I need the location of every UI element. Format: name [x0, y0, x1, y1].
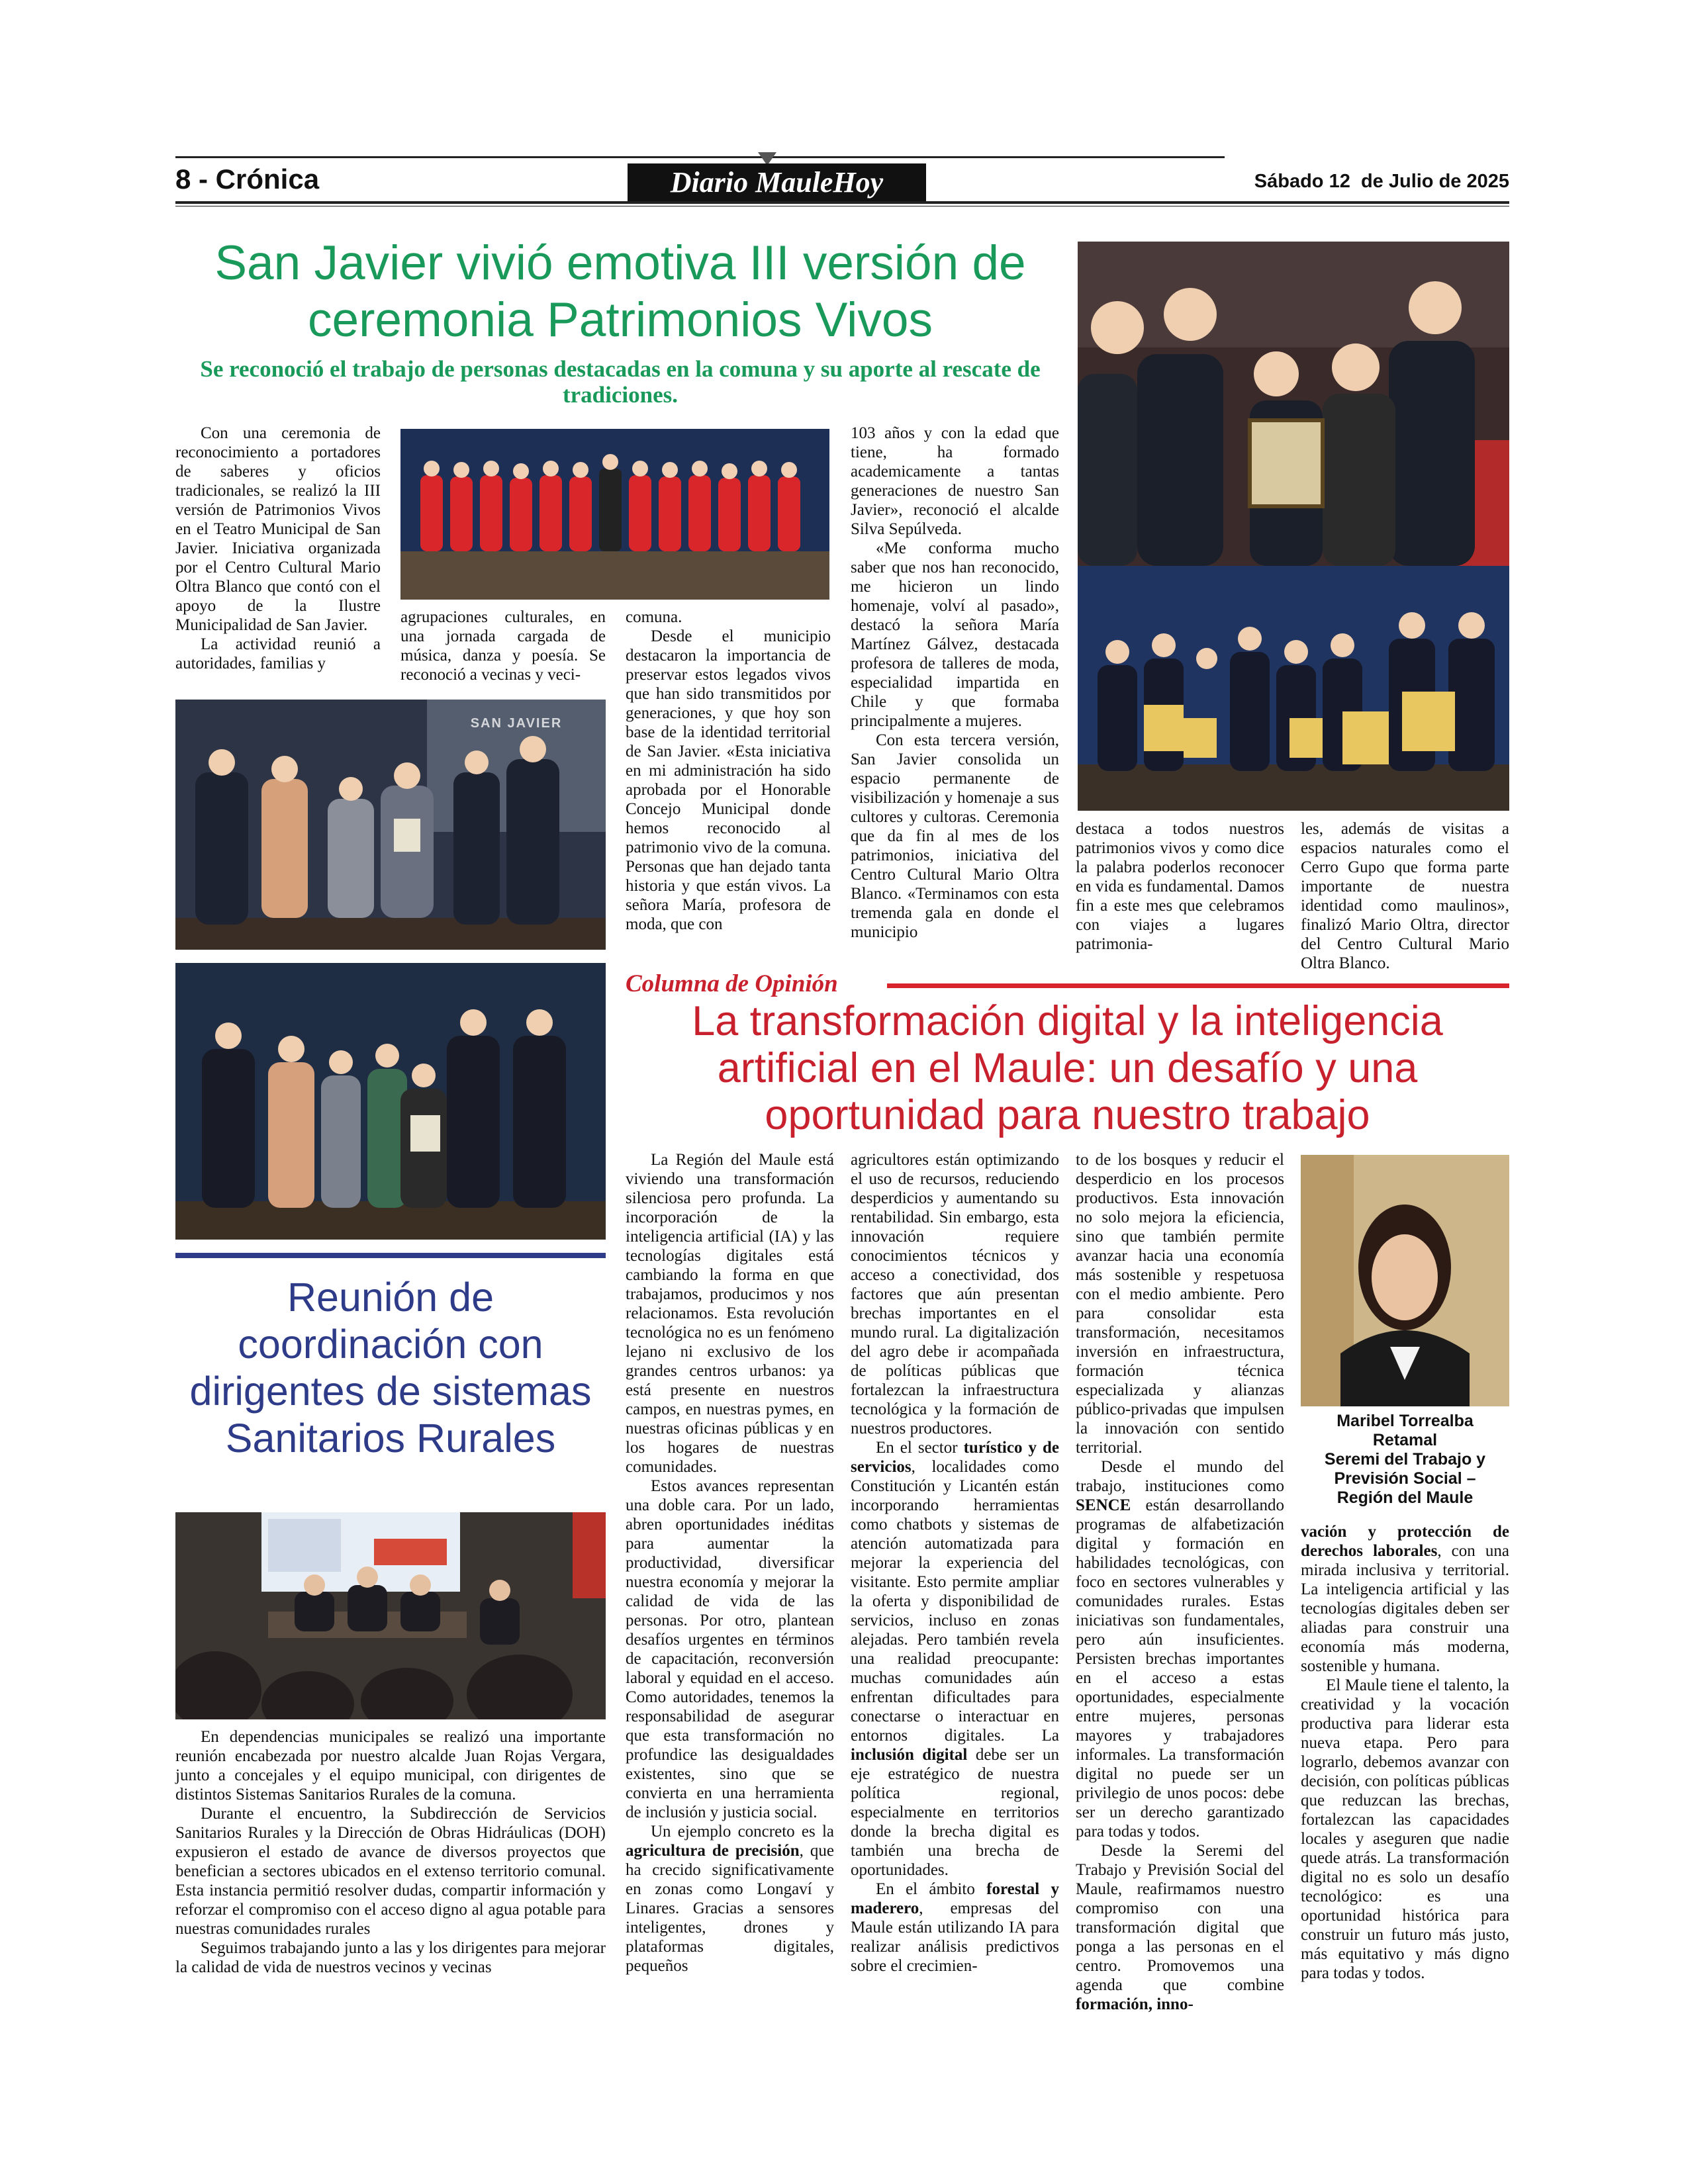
article1-col4-p3: Con esta tercera versión, San Javier consolida un espacio permanente de visibilización y homenaje a sus cultores y cultoras. Ceremonia que da fin al mes de los patrimonios, iniciativa del Centro Cultural Mario Oltra Blanco. «Terminamos con esta tremenda gala en donde el municipio — [851, 731, 1059, 941]
opinion-col2-p1: agricultores están optimizando el uso de recursos, reduciendo desperdicios y aumentando su rentabilidad. Sin embargo, esta innovación requiere conocimientos técnicos y acceso a conectividad, dos factores que aún presentan brechas importantes en el mundo rural. La digitalización del agro debe ir acompañada de políticas públicas que fortalezcan la infraestructura tecnológica y la formación de nuestros productores. — [851, 1151, 1059, 1437]
opinion-col2-p2-post: , localidades como Constitución y Licantén están incorporando herramientas como chatbots y sistemas de atención automatizada para mejorar la experiencia del visitante. Esto permite ampliar la oferta y disponibilidad de servicios, incluso en zonas alejadas. Pero también revela una realidad preocupante: muchas comunidades aún enfrentan dificultades para conectarse o interactuar en entornos digitales. La — [851, 1458, 1059, 1745]
opinion-col3-p2 — [1076, 1457, 1284, 1841]
photo-award-ceremony-1 — [175, 700, 606, 950]
article1-col1-p1: Con una ceremonia de reconocimiento a portadores de saberes y oficios tradicionales, se realizó la III versión de Patrimonios Vivos en el Teatro Municipal de San Javier. Iniciativa organizada por el Centro Cultural Mario Oltra Blanco que contó con el apoyo de la Ilustre Municipalidad de San Javier. — [175, 424, 381, 634]
photo-author-portrait — [1301, 1155, 1509, 1406]
opinion-kicker-rule — [887, 983, 1509, 988]
opinion-col1-tail: , que ha crecido significativamente en zonas como Longaví y Linares. Gracias a sensores inteligentes, drones y plataformas digitales, pequeños — [626, 1842, 834, 1975]
article1-col5-p1: destaca a todos nuestros patrimonios vivos y como dice la palabra poderlos reconocer en vida es fundamental. Damos fin a este mes que celebramos con viajes a lugares patrimonia- — [1076, 820, 1284, 953]
opinion-col3-p2-pre: Desde el mundo del trabajo, instituciones como — [1076, 1458, 1284, 1495]
article1-col5 — [1076, 819, 1284, 954]
opinion-col1-p3 — [626, 1822, 834, 1976]
article2-title: Reunión de coordinación con dirigentes de sistemas Sanitarios Rurales — [189, 1275, 592, 1461]
author-name-2: Retamal — [1372, 1431, 1438, 1449]
photo-stage-group — [400, 429, 829, 600]
author-role-2: Previsión Social – — [1334, 1469, 1476, 1488]
section-label: 8 - Crónica — [175, 163, 320, 195]
opinion-col3-p2-post: están desarrollando programas de alfabetización digital y formación en habilidades tecnológicas, con foco en sectores vulnerables y comunidades rurales. Estas iniciativas son fundamentales, pero aún insuficientes. Persisten brechas importantes en el acceso a estas oportunidades, especialmente entre mujeres, personas mayores y trabajadores informales. La transformación digital no puede ser un privilegio de unos pocos: debe ser un derecho garantizado para todas y todos. — [1076, 1496, 1284, 1841]
opinion-col1-bold: agricultura de precisión — [626, 1842, 800, 1860]
opinion-col2-p2-post2: debe ser un eje estratégico de nuestra política regional, especialmente en territorios donde la brecha digital es también una brecha de oportunidades. — [851, 1746, 1060, 1879]
masthead-logo — [628, 163, 926, 202]
opinion-col4 — [1301, 1522, 1509, 1983]
article1-col6 — [1301, 819, 1509, 973]
article1-col1 — [175, 424, 381, 673]
masthead-logo-text: Diario MauleHoy — [670, 166, 884, 199]
article1-col4-p1: 103 años y con la edad que tiene, ha formado academicamente a tantas generaciones de nuestro San Javier», reconoció el alcalde Silva Sepúlveda. — [851, 424, 1059, 538]
issue-date: Sábado 12 de Julio de 2025 — [1254, 171, 1509, 192]
opinion-col4-p1 — [1301, 1522, 1509, 1676]
article1-col2 — [400, 608, 606, 684]
article1-col4 — [851, 424, 1059, 942]
opinion-col2-p3-post: , empresas del Maule están utilizando IA para realizar análisis predictivos sobre el crecimien- — [851, 1899, 1059, 1975]
opinion-col2-p3-pre: En el ámbito — [876, 1880, 975, 1898]
header-top-rule — [175, 156, 1225, 158]
opinion-col4-bold: vación y protección de derechos laborales — [1301, 1523, 1509, 1560]
opinion-col3-p3-pre: Desde la Seremi del Trabajo y Previsión Social del Maule, reafirmamos nuestro compromiso con una transformación digital que ponga a las personas en el centro. Promovemos una agenda que combine — [1076, 1842, 1284, 1994]
opinion-col4-p2: El Maule tiene el talento, la creatividad y la vocación productiva para liderar esta nueva etapa. Pero para lograrlo, debemos avanzar con decisión, con políticas públicas que reduzcan las brechas, fortalezcan las capacidades locales y aseguren que nadie quede atrás. La transformación digital no es solo un desafío tecnológico: es una oportunidad histórica para construir un futuro más justo, más equitativo y más digno para todas y todos. — [1301, 1676, 1509, 1982]
article1-col1-p2: La actividad reunió a autoridades, familias y — [175, 635, 381, 672]
article1-subtitle: Se reconoció el trabajo de personas destacadas en la comuna y su aporte al rescate de tradiciones. — [200, 356, 1041, 408]
opinion-col3-p3-bold: formación, inno- — [1076, 1995, 1194, 2013]
opinion-col2-p2-bold: turístico y de servicios — [851, 1439, 1060, 1476]
opinion-col2-p3 — [851, 1880, 1059, 1976]
author-caption — [1301, 1412, 1509, 1508]
opinion-col1 — [626, 1150, 834, 1976]
article2-body — [175, 1727, 606, 1977]
header-bottom-rule — [175, 201, 1509, 204]
author-name-1: Maribel Torrealba — [1336, 1412, 1474, 1430]
photo-sanitary-meeting — [175, 1512, 606, 1719]
photo-gift-bags-group — [1078, 566, 1509, 811]
opinion-col1-p1: La Región del Maule está viviendo una transformación silenciosa pero profunda. La incorporación de la inteligencia artificial (IA) y las tecnologías digitales está cambiando la forma en que trabajamos, producimos y nos relacionamos. Esta revolución tecnológica no es un fenómeno lejano ni exclusivo de los grandes centros urbanos: ya está presente en nuestros campos, en nuestras pymes, en nuestras oficinas públicas y en los hogares de nuestras comunidades. — [626, 1151, 834, 1476]
photo-award-ceremony-2 — [175, 963, 606, 1240]
photo-backdrop-text: SAN JAVIER — [470, 716, 563, 731]
opinion-col2 — [851, 1150, 1059, 1976]
opinion-col3-p1: to de los bosques y reducir el desperdicio en los procesos productivos. Esta innovación no solo mejora la eficiencia, sino que también permite avanzar hacia una economía más sostenible y respetuosa con el medio ambiente. Pero para consolidar esta transformación, necesitamos inversión en infraestructura, formación técnica especializada y alianzas público-privadas que impulsen la innovación con sentido territorial. — [1076, 1151, 1284, 1457]
opinion-col1-p2: Estos avances representan una doble cara. Por un lado, abren oportunidades inéditas para aumentar la productividad, diversificar nuestra economía y mejorar la calidad de vida de las personas. Por otro, plantean desafíos urgentes en términos de capacitación, reconversión laboral y equidad en el acceso. Como autoridades, tenemos la responsabilidad de asegurar que esta transformación no profundice las desigualdades existentes, sino que se convierta en una herramienta de inclusión y justicia social. — [626, 1477, 834, 1821]
opinion-title: La transformación digital y la inteligencia artificial en el Maule: un desafío y una oportunidad para nuestro trabajo — [692, 998, 1443, 1138]
opinion-col2-p2-pre: En el sector — [876, 1439, 958, 1457]
article1-col3-p1: comuna. — [626, 608, 682, 626]
opinion-col1-p3-lead: Un ejemplo concreto es la — [651, 1823, 834, 1841]
opinion-col2-p3-bold: forestal y maderero — [851, 1880, 1059, 1917]
article1-title: San Javier vivió emotiva III versión de ceremonia Patrimonios Vivos — [214, 236, 1026, 347]
article2-p2: Durante el encuentro, la Subdirección de Servicios Sanitarios Rurales y la Dirección de Obras Hidráulicas (DOH) expusieron el estado de avance de diversos proyectos que benefician a sectores ubicados en el extenso territorio comunal. Esta instancia permitió resolver dudas, compartir información y reforzar el compromiso con el acceso digno al agua potable para nuestras comunidades rurales — [175, 1805, 606, 1938]
article1-col6-p1: les, además de visitas a espacios naturales como el Cerro Gupo que forma parte importante de nuestra identidad como maulinos», finalizó Mario Oltra, director del Centro Cultural Mario Oltra Blanco. — [1301, 820, 1509, 972]
article1-col4-p2: «Me conforma mucho saber que nos han reconocido, me hicieron un lindo homenaje, volví al pasado», destacó la señora María Martínez Gálvez, destacada profesora de talleres de moda, especialidad impartida en Chile y que formaba principalmente a mujeres. — [851, 539, 1059, 730]
article1-col2-p1: agrupaciones culturales, en una jornada cargada de música, danza y poesía. Se reconoció a vecinas y veci- — [400, 608, 606, 684]
author-role-3: Región del Maule — [1336, 1488, 1474, 1507]
photo-authorities-plaque — [1078, 242, 1509, 566]
opinion-col2-p2 — [851, 1438, 1059, 1880]
opinion-col4-p1-text: , con una mirada inclusiva y territorial. La inteligencia artificial y las tecnologías digitales deben ser aliadas para construir una economía más moderna, sostenible y humana. — [1301, 1542, 1509, 1675]
author-role-1: Seremi del Trabajo y — [1324, 1450, 1486, 1469]
article1-col3-p2: Desde el municipio destacaron la importancia de preservar estos legados vivos que han sido transmitidos por generaciones, y que hoy son base de la identidad territorial de San Javier. «Esta iniciativa en mi administración ha sido aprobada por el Honorable Concejo Municipal donde hemos reconocido al patrimonio vivo de la comuna. Personas que han dejado tanta historia y que están vivos. La señora María, profesora de moda, que con — [626, 627, 831, 933]
opinion-col3-p2-bold: SENCE — [1076, 1496, 1131, 1514]
article2-p3: Seguimos trabajando junto a las y los dirigentes para mejorar la calidad de vida de nuestros vecinos y vecinas — [175, 1939, 606, 1976]
article2-p1: En dependencias municipales se realizó una importante reunión encabezada por nuestro alcalde Juan Rojas Vergara, junto a concejales y el equipo municipal, con dirigentes de distintos Sistemas Sanitarios Rurales de la comuna. — [175, 1728, 606, 1803]
opinion-col3-p3 — [1076, 1841, 1284, 2014]
article1-col3 — [626, 608, 831, 934]
article2-top-rule — [175, 1253, 606, 1258]
opinion-col3 — [1076, 1150, 1284, 2014]
opinion-col2-p2-bold2: inclusión digital — [851, 1746, 968, 1764]
opinion-kicker: Columna de Opinión — [626, 970, 838, 997]
